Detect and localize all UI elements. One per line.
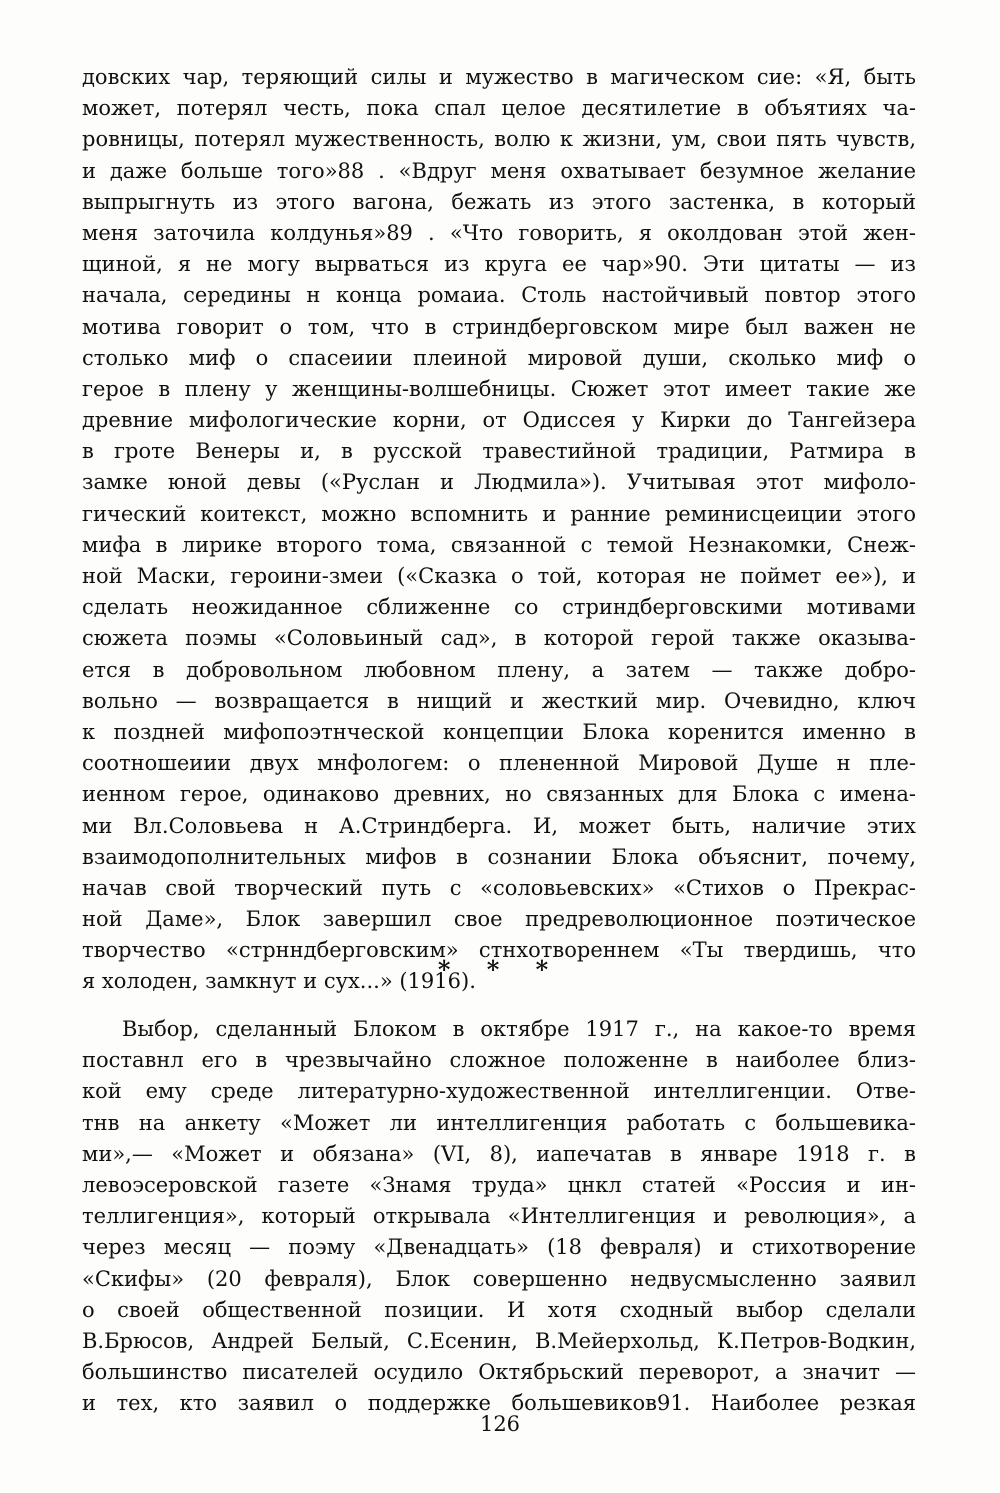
text-line: мифа в лирике второго тома, связанной с темой Незнакомки, Снеж-	[82, 532, 916, 557]
text-line: иенном герое, одинаково древних, но связанных для Блока с имена-	[82, 782, 916, 807]
text-line: вольно — возвращается в нищий и жесткий мир. Очевидно, ключ	[82, 688, 916, 713]
text-line: замке юной девы («Руслан и Людмила»). Учитывая этот мифоло-	[82, 470, 916, 495]
text-line: и тех, кто заявил о поддержке большевиков91. Наиболее резкая	[82, 1391, 916, 1416]
text-line: меня заточила колдунья»89 . «Что говорить, я околдован этой жен-	[82, 220, 916, 245]
text-line: кой ему среде литературно-художественной интеллигенции. Отве-	[82, 1079, 916, 1104]
text-line: соотношеиии двух мнфологем: о плененной Мировой Душе н пле-	[82, 751, 916, 776]
text-line: в гроте Венеры и, в русской травестийной традиции, Ратмира в	[82, 439, 916, 464]
paragraph-new-section	[82, 1014, 916, 1419]
section-separator: * * *	[437, 955, 563, 984]
text-line: теллигенция», который открывала «Интеллигенция и революция», а	[82, 1204, 916, 1229]
text-line: начав свой творческий путь с «соловьевских» «Стихов о Прекрас-	[82, 875, 916, 900]
text-line: ровницы, потерял мужественность, волю к жизни, ум, свои пять чувств,	[82, 127, 916, 152]
text-line: творчество «стрнндберговским» стнхотвореннем «Ты твердишь, что	[82, 938, 916, 963]
text-line: и даже больше того»88 . «Вдруг меня охватывает безумное желание	[82, 158, 916, 183]
text-line: герое в плену у женщины-волшебницы. Сюжет этот имеет такие же	[82, 376, 916, 401]
text-line: большинство писателей осудило Октябрьский переворот, а значит —	[82, 1360, 916, 1385]
text-line: поставнл его в чрезвычайно сложное положенне в наиболее близ-	[82, 1048, 916, 1073]
text-line: древние мифологические корни, от Одиссея у Кирки до Тангейзера	[82, 408, 916, 433]
text-line: тнв на анкету «Может ли интеллигенция работать с большевика-	[82, 1110, 916, 1135]
text-line: Выбор, сделанный Блоком в октябре 1917 г., на какое-то время	[122, 1017, 916, 1041]
text-line: довских чар, теряющий силы и мужество в магическом сие: «Я, быть	[82, 65, 916, 89]
text-line: о своей общественной позиции. И хотя сходный выбор сделали	[82, 1297, 916, 1322]
text-line: столько миф о спасеиии плеиной мировой души, сколько миф о	[82, 345, 916, 370]
text-line: левоэсеровской газете «Знамя труда» цнкл статей «Россия и ин-	[82, 1172, 916, 1197]
text-line: выпрыгнуть из этого вагона, бежать из этого застенка, в который	[82, 189, 916, 214]
text-line: ной Даме», Блок завершил свое предреволюционное поэтическое	[82, 907, 916, 932]
text-line: щиной, я не могу вырваться из круга ее чар»90. Эти цитаты — из	[82, 252, 916, 277]
text-line: гический коитекст, можно вспомнить и ранние реминисцеиции этого	[82, 501, 916, 526]
page-number: 126	[479, 1412, 521, 1436]
text-line: ется в добровольном любовном плену, а затем — также добро-	[82, 657, 916, 682]
text-line: ми»,— «Может и обязана» (VI, 8), иапечатав в январе 1918 г. в	[82, 1141, 916, 1166]
text-line: я холоден, замкнут и сух...» (1916).	[82, 969, 476, 994]
text-line: «Скифы» (20 февраля), Блок совершенно недвусмысленно заявил	[82, 1266, 916, 1291]
text-line: через месяц — поэму «Двенадцать» (18 февраля) и стихотворение	[82, 1235, 916, 1260]
text-line: ми Вл.Соловьева н А.Стриндберга. И, может быть, наличие этих	[82, 813, 916, 838]
text-line: сделать неожиданное сближенне со стриндберговскими мотивами	[82, 595, 916, 620]
text-line: может, потерял честь, пока спал целое десятилетие в объятиях ча-	[82, 96, 916, 121]
text-line: мотива говорит о том, что в стриндберговском мире был важен не	[82, 314, 916, 339]
text-line: взаимодополнительных мифов в сознании Блока объяснит, почему,	[82, 844, 916, 869]
text-line: ной Маски, героини-змеи («Сказка о той, которая не поймет ее»), и	[82, 564, 916, 588]
text-line: В.Брюсов, Андрей Белый, С.Есенин, В.Мейерхольд, К.Петров-Водкин,	[82, 1328, 916, 1353]
paragraph-continuation	[82, 62, 916, 998]
text-line: к поздней мифопоэтнческой концепции Блока коренится именно в	[82, 719, 916, 744]
text-line: сюжета поэмы «Соловьиный сад», в которой герой также оказыва-	[82, 626, 916, 651]
text-line: начала, середины н конца ромаиа. Столь настойчивый повтор этого	[82, 283, 916, 308]
